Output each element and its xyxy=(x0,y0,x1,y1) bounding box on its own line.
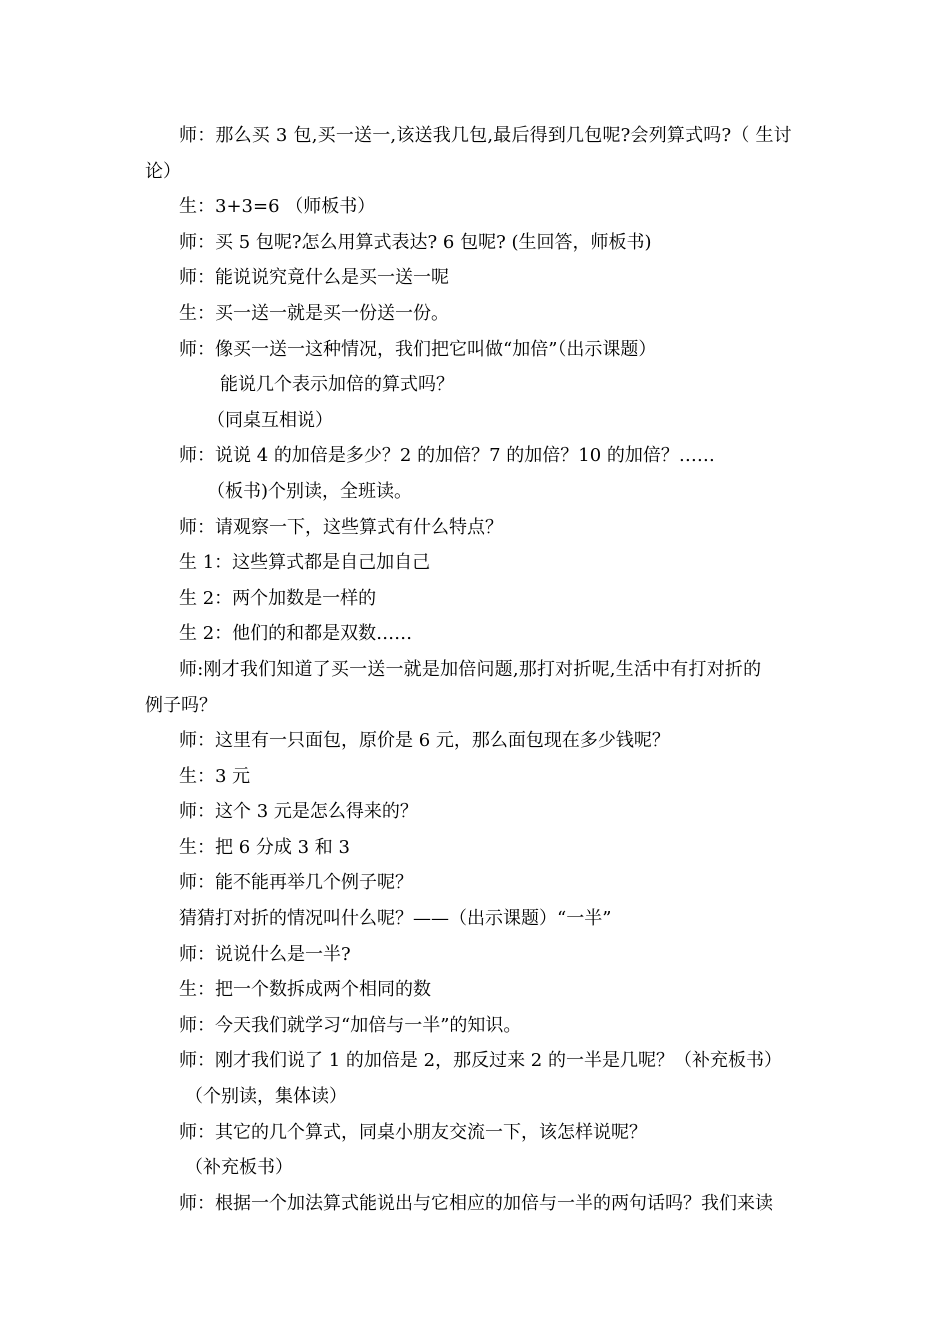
paragraph-line: 能说几个表示加倍的算式吗？ xyxy=(220,374,454,396)
document-body xyxy=(145,118,810,1221)
paragraph-line: 例子吗？ xyxy=(145,694,217,716)
paragraph-line: 生：3 元 xyxy=(179,765,251,787)
paragraph-line: 师：刚才我们说了 1 的加倍是 2，那反过来 2 的一半是几呢？（补充板书） xyxy=(179,1050,782,1072)
paragraph-line: 生 2：两个加数是一样的 xyxy=(179,587,377,609)
paragraph-line: 师：请观察一下，这些算式有什么特点？ xyxy=(179,516,503,538)
paragraph-line: 师：说说 4 的加倍是多少？2 的加倍？7 的加倍？10 的加倍？…… xyxy=(179,445,715,467)
paragraph-line: 生 2：他们的和都是双数…… xyxy=(179,623,413,645)
paragraph-line: 师：这个 3 元是怎么得来的？ xyxy=(179,801,418,823)
paragraph-line: （个别读，集体读） xyxy=(185,1086,347,1108)
paragraph-line: 生：把一个数拆成两个相同的数 xyxy=(179,979,431,1001)
paragraph-line: 师：像买一送一这种情况，我们把它叫做“加倍”（出示课题） xyxy=(179,338,657,360)
paragraph-line: 师：这里有一只面包，原价是 6 元，那么面包现在多少钱呢？ xyxy=(179,730,670,752)
paragraph-line: 生：买一送一就是买一份送一份。 xyxy=(179,302,449,324)
paragraph-line: 生：把 6 分成 3 和 3 xyxy=(179,836,350,858)
paragraph-line: 师:刚才我们知道了买一送一就是加倍问题,那打对折呢,生活中有打对折的 xyxy=(179,658,762,680)
paragraph-line: 师：其它的几个算式，同桌小朋友交流一下，该怎样说呢？ xyxy=(179,1121,647,1143)
paragraph-line: 师：买 5 包呢?怎么用算式表达? 6 包呢? (生回答，师板书) xyxy=(179,231,652,253)
paragraph-line: 猜猜打对折的情况叫什么呢？——（出示课题）“一半” xyxy=(179,908,612,930)
paragraph-line: 师：说说什么是一半? xyxy=(179,943,351,965)
paragraph-line: 师：能不能再举几个例子呢？ xyxy=(179,872,413,894)
paragraph-line: 师：能说说究竟什么是买一送一呢 xyxy=(179,267,449,289)
paragraph-line: 师：那么买 3 包,买一送一,该送我几包,最后得到几包呢?会列算式吗?（ 生讨 xyxy=(179,125,792,146)
paragraph-line: （同桌互相说） xyxy=(207,409,333,431)
paragraph-line: 论） xyxy=(145,160,181,182)
paragraph-line: 生：3+3=6 （师板书） xyxy=(179,196,376,218)
paragraph-line: 生 1：这些算式都是自己加自己 xyxy=(179,552,431,574)
paragraph-line: （板书)个别读，全班读。 xyxy=(207,480,413,502)
paragraph-line: 师：今天我们就学习“加倍与一半”的知识。 xyxy=(179,1014,522,1036)
paragraph-line: 师：根据一个加法算式能说出与它相应的加倍与一半的两句话吗？我们来读 xyxy=(179,1192,773,1214)
paragraph-line: （补充板书） xyxy=(185,1157,293,1179)
